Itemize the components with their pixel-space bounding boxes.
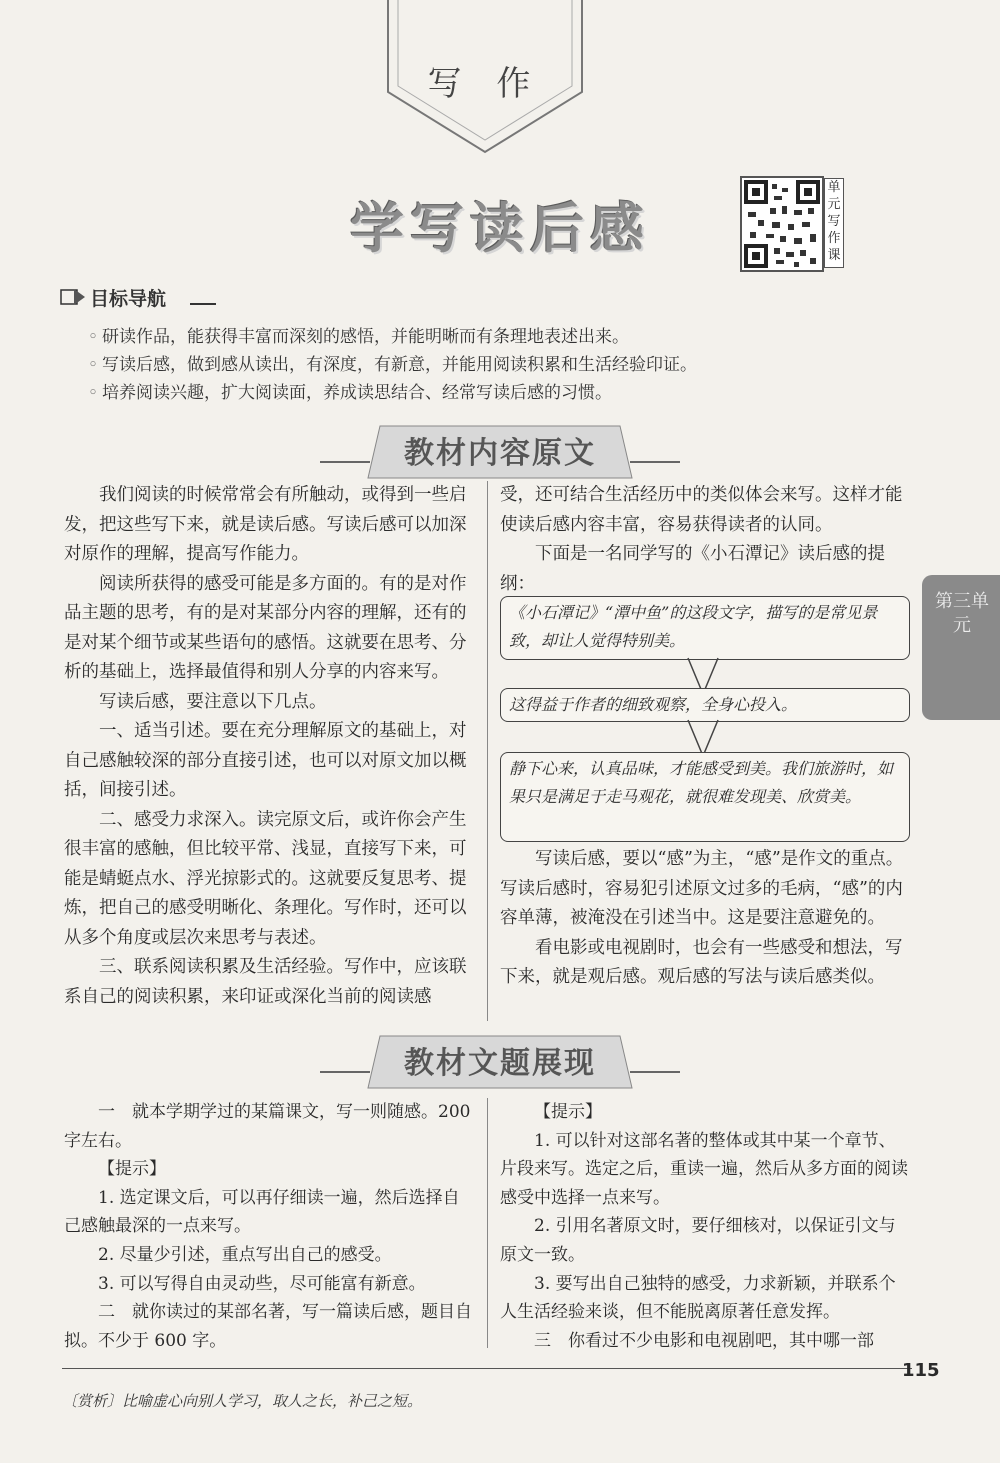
- paragraph: 3. 可以写得自由灵动些，尽可能富有新意。: [98, 1273, 426, 1294]
- qr-code-icon: [740, 176, 824, 272]
- column-divider: [487, 481, 488, 1021]
- outline-box: 静下心来，认真品味，才能感受到美。我们旅游时，如果只是满足于走马观花，就很难发现美、欣赏美。: [500, 752, 910, 842]
- paragraph: 2. 引用名著原文时，要仔细核对，以保证引文与原文一致。: [500, 1216, 896, 1265]
- side-tab-label: 第三单元: [935, 591, 989, 636]
- paragraph: 下面是一名同学写的《小石潭记》读后感的提纲：: [500, 544, 885, 594]
- paragraph: 2. 尽量少引述，重点写出自己的感受。: [98, 1244, 392, 1265]
- paragraph: 阅读所获得的感受可能是多方面的。有的是对作品主题的思考，有的是对某部分内容的理解，还有的是对某个细节或某些语句的感悟。这就要在思考、分析的基础上，选择最值得和别人分享的内容来写。: [64, 573, 467, 682]
- page-title: 学写读后感: [350, 197, 650, 260]
- article-right-column-bottom: [500, 845, 912, 993]
- paragraph: 1. 选定课文后，可以再仔细读一遍，然后选择自己感触最深的一点来写。: [64, 1187, 460, 1237]
- questions-left-column: [64, 1098, 476, 1355]
- target-item: ◦ 写读后感，做到感从读出，有深度，有新意，并能用阅读积累和生活经验印证。: [88, 355, 698, 375]
- section-label: 写 作: [427, 64, 543, 104]
- paragraph: 3. 要写出自己独特的感受，力求新颖，并联系个人生活经验来谈，但不能脱离原著任意发挥。: [500, 1273, 896, 1323]
- target-item: ◦ 培养阅读兴趣，扩大阅读面，养成读思结合、经常写读后感的习惯。: [88, 383, 613, 403]
- section-title: 教材内容原文: [404, 436, 596, 471]
- paragraph: 写读后感，要以“感”为主，“感”是作文的重点。写读后感时，容易犯引述原文过多的毛病，“感”的内容单薄，被淹没在引述当中。这是要注意避免的。: [500, 849, 904, 928]
- paragraph: 二 就你读过的某部名著，写一篇读后感，题目自拟。不少于 600 字。: [64, 1302, 472, 1351]
- hint-label: 【提示】: [534, 1102, 602, 1122]
- outline-box: 《小石潭记》“潭中鱼”的这段文字，描写的是常见景致，却让人觉得特别美。: [500, 596, 910, 660]
- footer-divider: [62, 1368, 912, 1369]
- paragraph: 一 就本学期学过的某篇课文，写一则随感。200 字左右。: [64, 1102, 471, 1151]
- paragraph: 受，还可结合生活经历中的类似体会来写。这样才能使读后感内容丰富，容易获得读者的认同。: [500, 485, 903, 535]
- arrow-icon: [60, 287, 86, 307]
- paragraph: 写读后感，要注意以下几点。: [99, 691, 327, 712]
- paragraph: 看电影或电视剧时，也会有一些感受和想法，写下来，就是观后感。观后感的写法与读后感类似。: [500, 937, 903, 987]
- questions-right-column: [500, 1098, 912, 1355]
- column-divider: [487, 1098, 488, 1348]
- target-nav-title: 目标导航: [90, 288, 167, 310]
- paragraph: 一、适当引述。要在充分理解原文的基础上，对自己感触较深的部分直接引述，也可以对原文加以概括，间接引述。: [64, 721, 467, 800]
- target-item: ◦ 研读作品，能获得丰富而深刻的感悟，并能明晰而有条理地表述出来。: [88, 327, 630, 347]
- footnote: 〔赏析〕比喻虚心向别人学习，取人之长，补己之短。: [62, 1392, 423, 1410]
- article-left-column: [64, 481, 476, 1012]
- section-title: 教材文题展现: [404, 1046, 596, 1081]
- paragraph: 二、感受力求深入。读完原文后，或许你会产生很丰富的感触，但比较平常、浅显，直接写下来，可能是蜻蜓点水、浮光掠影式的。这就要反复思考、提炼，把自己的感受明晰化、条理化。写作时，还可以从多个角度或层次来思考与表述。: [64, 809, 467, 948]
- outline-box: 这得益于作者的细致观察，全身心投入。: [500, 688, 910, 722]
- page-number: 115: [902, 1360, 940, 1381]
- paragraph: 1. 可以针对这部名著的整体或其中某一个章节、片段来写。选定之后，重读一遍，然后从多方面的阅读感受中选择一点来写。: [500, 1130, 908, 1208]
- article-right-column: [500, 481, 912, 599]
- paragraph: 三、联系阅读积累及生活经验。写作中，应该联系自己的阅读积累，来印证或深化当前的阅读感: [64, 957, 467, 1007]
- paragraph: 我们阅读的时候常常会有所触动，或得到一些启发，把这些写下来，就是读后感。写读后感可以加深对原作的理解，提高写作能力。: [64, 485, 467, 564]
- hint-label: 【提示】: [98, 1159, 166, 1180]
- target-nav-underline: [190, 303, 216, 305]
- paragraph: 三 你看过不少电影和电视剧吧，其中哪一部: [534, 1330, 874, 1351]
- qr-label: 单元写作课: [824, 178, 844, 268]
